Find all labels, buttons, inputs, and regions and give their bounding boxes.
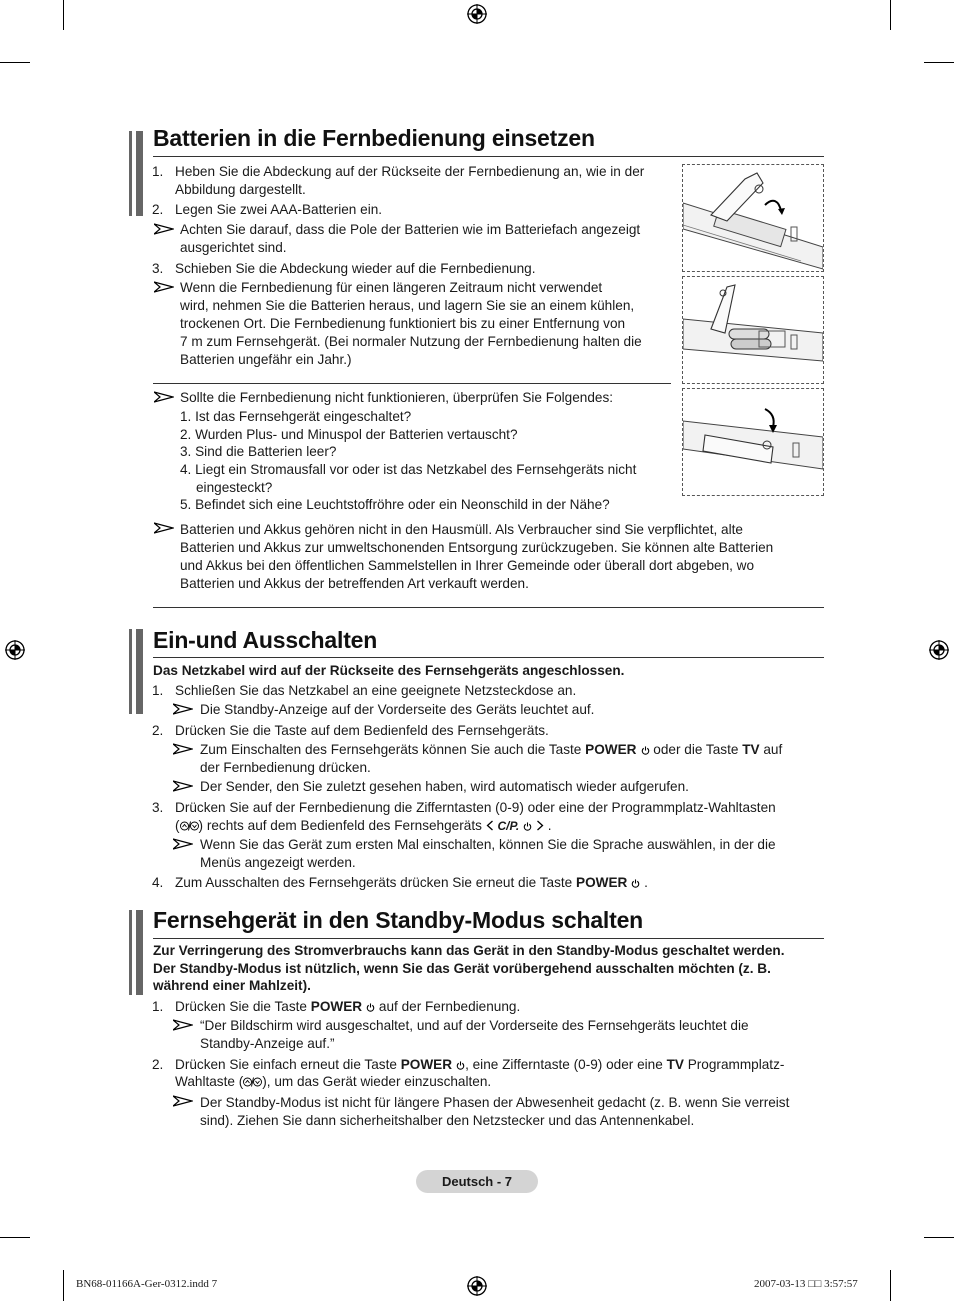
crop-mark — [890, 1270, 891, 1301]
crop-mark — [0, 1237, 30, 1238]
note-text: Wenn Sie das Gerät zum ersten Mal einschalten, können Sie die Sprache auswählen, in der die — [200, 837, 776, 852]
note-text: der Fernbedienung drücken. — [200, 760, 371, 775]
step-number: 1. — [152, 999, 164, 1014]
crop-mark — [63, 0, 64, 30]
divider — [153, 607, 824, 608]
step-text: ( ) rechts auf dem Bedienfeld des Fernsehgeräts C/P. . — [175, 818, 552, 833]
section-title-standby: Fernsehgerät in den Standby-Modus schalten — [153, 907, 644, 933]
disposal-note: Batterien und Akkus zur umweltschonenden Entsorgung zurückzugeben. Sie können alte Batterien — [180, 540, 774, 555]
step-text: Drücken Sie die Taste POWER auf der Fernbedienung. — [175, 999, 521, 1014]
checklist-item: 4. Liegt ein Stromausfall vor oder ist das Netzkabel des Fernsehgeräts nicht — [180, 462, 637, 477]
step-text: Drücken Sie auf der Fernbedienung die Zifferntasten (0-9) oder eine der Programmplatz-Wahltasten — [175, 800, 776, 815]
note-text: Achten Sie darauf, dass die Pole der Batterien wie im Batteriefach angezeigt — [180, 222, 641, 237]
note-text: Standby-Anzeige auf.” — [200, 1036, 335, 1051]
note-arrow-icon — [173, 703, 193, 715]
print-file-name: BN68-01166A-Ger-0312.indd 7 — [76, 1278, 218, 1290]
note-text: Wenn die Fernbedienung für einen längeren Zeitraum nicht verwendet — [180, 280, 603, 295]
crop-mark — [890, 0, 891, 30]
power-icon — [366, 1003, 375, 1012]
divider — [153, 383, 671, 384]
note-text: “Der Bildschirm wird ausgeschaltet, und auf der Vorderseite des Fernsehgeräts leuchtet die — [200, 1018, 749, 1033]
channel-up-down-icon — [243, 1077, 262, 1087]
title-rule — [153, 156, 824, 157]
crop-mark — [63, 1270, 64, 1301]
registration-mark-icon — [928, 639, 950, 661]
page-number-badge: Deutsch - 7 — [416, 1170, 538, 1193]
step-text: Heben Sie die Abdeckung auf der Rückseite der Fernbedienung an, wie in der — [175, 164, 645, 179]
note-text: sind). Ziehen Sie dann sicherheitshalber den Netzstecker und das Antennenkabel. — [200, 1113, 695, 1128]
step-number: 2. — [152, 723, 164, 738]
remote-cover-close-illustration — [682, 388, 824, 496]
step-text: Schieben Sie die Abdeckung wieder auf die Fernbedienung. — [175, 261, 536, 276]
note-text: trockenen Ort. Die Fernbedienung funktioniert bis zu einer Entfernung von — [180, 316, 626, 331]
note-text: wird, nehmen Sie die Batterien heraus, und lagern Sie sie an einem kühlen, — [180, 298, 635, 313]
note-text: 7 m zum Fernsehgerät. (Bei normaler Nutzung der Fernbedienung halten die — [180, 334, 642, 349]
checklist-item: 1. Ist das Fernsehgerät eingeschaltet? — [180, 409, 412, 424]
disposal-note: Batterien und Akkus gehören nicht in den Hausmüll. Als Verbraucher sind Sie verpflichtet, alte — [180, 522, 743, 537]
remote-battery-insert-illustration — [682, 276, 824, 384]
disposal-note: und Akkus bei den öffentlichen Sammelstellen in Ihrer Gemeinde oder überall dort abgeben, wo — [180, 558, 755, 573]
section-intro: während einer Mahlzeit). — [153, 978, 311, 993]
step-number: 3. — [152, 261, 164, 276]
note-text: Zum Einschalten des Fernsehgeräts können Sie auch die Taste POWER oder die Taste TV auf — [200, 742, 783, 757]
checklist-item: 2. Wurden Plus- und Minuspol der Batterien vertauscht? — [180, 427, 518, 442]
section-intro: Das Netzkabel wird auf der Rückseite des Fernsehgeräts angeschlossen. — [153, 663, 625, 678]
checklist-item: eingesteckt? — [196, 480, 273, 495]
checklist-item: 3. Sind die Batterien leer? — [180, 444, 337, 459]
step-text: Abbildung dargestellt. — [175, 182, 306, 197]
note-arrow-icon — [173, 1095, 193, 1107]
power-icon — [456, 1061, 465, 1070]
channel-up-down-icon — [180, 821, 199, 831]
note-arrow-icon — [154, 281, 174, 293]
section-bar — [136, 131, 143, 216]
note-text: Der Sender, den Sie zuletzt gesehen haben, wird automatisch wieder aufgerufen. — [200, 779, 689, 794]
section-bar — [136, 910, 143, 995]
registration-mark-icon — [466, 3, 488, 25]
print-timestamp: 2007-03-13 □□ 3:57:57 — [754, 1278, 858, 1290]
power-icon — [641, 746, 650, 755]
section-intro: Der Standby-Modus ist nützlich, wenn Sie das Gerät vorübergehend ausschalten möchten (z. B. — [153, 961, 771, 976]
registration-mark-icon — [4, 639, 26, 661]
note-arrow-icon — [154, 391, 174, 403]
note-arrow-icon — [173, 1019, 193, 1031]
section-bar — [136, 629, 143, 714]
section-bar — [129, 629, 132, 714]
note-text: Batterien ungefähr ein Jahr.) — [180, 352, 352, 367]
step-text: Drücken Sie einfach erneut die Taste POWER , eine Zifferntaste (0-9) oder eine TV Programmplatz- — [175, 1057, 785, 1072]
checklist-item: 5. Befindet sich eine Leuchtstoffröhre oder ein Neonschild in der Nähe? — [180, 497, 610, 512]
note-arrow-icon — [154, 522, 174, 534]
crop-mark — [0, 62, 30, 63]
step-text: Schließen Sie das Netzkabel an eine geeignete Netzsteckdose an. — [175, 683, 577, 698]
registration-mark-icon — [466, 1275, 488, 1297]
step-text: Legen Sie zwei AAA-Batterien ein. — [175, 202, 383, 217]
checklist-intro: Sollte die Fernbedienung nicht funktionieren, überprüfen Sie Folgendes: — [180, 390, 614, 405]
chevron-right-icon — [536, 820, 544, 831]
section-bar — [129, 131, 132, 216]
section-title-power: Ein-und Ausschalten — [153, 627, 378, 653]
step-text: Zum Ausschalten des Fernsehgeräts drücken Sie erneut die Taste POWER . — [175, 875, 648, 890]
power-icon — [631, 879, 640, 888]
note-arrow-icon — [173, 838, 193, 850]
note-text: Der Standby-Modus ist nicht für längere Phasen der Abwesenheit gedacht (z. B. wenn Sie verreist — [200, 1095, 790, 1110]
chevron-left-icon — [486, 820, 494, 831]
step-number: 2. — [152, 1057, 164, 1072]
step-text: Wahltaste ( ), um das Gerät wieder einzuschalten. — [175, 1074, 492, 1089]
note-arrow-icon — [173, 743, 193, 755]
note-text: ausgerichtet sind. — [180, 240, 287, 255]
power-icon — [523, 822, 532, 831]
note-text: Die Standby-Anzeige auf der Vorderseite des Geräts leuchtet auf. — [200, 702, 595, 717]
title-rule — [153, 657, 824, 658]
step-number: 4. — [152, 875, 164, 890]
step-number: 1. — [152, 164, 164, 179]
note-arrow-icon — [173, 780, 193, 792]
note-text: Menüs angezeigt werden. — [200, 855, 356, 870]
crop-mark — [924, 1237, 954, 1238]
note-arrow-icon — [154, 223, 174, 235]
step-number: 3. — [152, 800, 164, 815]
remote-cover-open-illustration — [682, 164, 824, 272]
section-title-batteries: Batterien in die Fernbedienung einsetzen — [153, 125, 595, 151]
title-rule — [153, 938, 824, 939]
step-number: 2. — [152, 202, 164, 217]
crop-mark — [924, 62, 954, 63]
section-bar — [129, 910, 132, 995]
step-text: Drücken Sie die Taste auf dem Bedienfeld des Fernsehgeräts. — [175, 723, 549, 738]
disposal-note: Batterien und Akkus der betreffenden Art verkauft werden. — [180, 576, 529, 591]
step-number: 1. — [152, 683, 164, 698]
section-intro: Zur Verringerung des Stromverbrauchs kann das Gerät in den Standby-Modus geschaltet werden. — [153, 943, 785, 958]
